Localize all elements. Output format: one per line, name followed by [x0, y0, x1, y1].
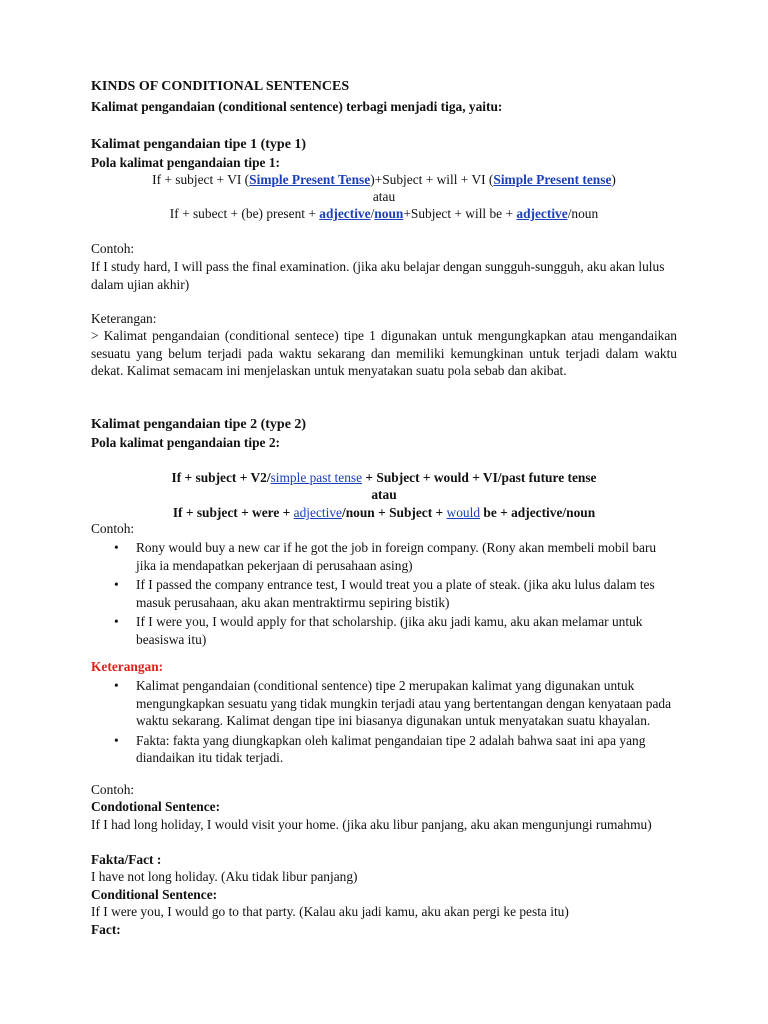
type2-heading: Kalimat pengandaian tipe 2 (type 2)	[91, 417, 307, 432]
link-adjective-3[interactable]: adjective	[293, 505, 342, 520]
list-item: • Rony would buy a new car if he got the job in foreign company. (Rony akan membeli mobil baru jika ia mendapatkan pekerjaan di perusahaan asing)	[91, 539, 677, 574]
formula-text: +Subject + will be +	[403, 206, 517, 221]
type2-formula-1	[91, 469, 677, 487]
type1-note-label: Keterangan:	[91, 311, 157, 326]
link-adjective-2[interactable]: adjective	[516, 206, 568, 221]
fact-label-2: Fact:	[91, 922, 121, 937]
conditional-sentence-1: If I had long holiday, I would visit your home. (jika aku libur panjang, aku akan mengunjungi rumahmu)	[91, 817, 652, 832]
type2-pattern-label: Pola kalimat pengandaian tipe 2:	[91, 435, 280, 450]
type1-atau: atau	[372, 189, 396, 204]
conditional-sentence-label-2: Conditional Sentence:	[91, 887, 218, 902]
type2-note-list	[91, 677, 677, 767]
formula-text: )	[611, 172, 616, 187]
conditional-sentence-2: If I were you, I would go to that party. (Kalau aku jadi kamu, aku akan pergi ke pesta itu)	[91, 904, 569, 919]
fact-label-1: Fakta/Fact :	[91, 852, 162, 867]
page-title: KINDS OF CONDITIONAL SENTENCES	[91, 79, 350, 94]
link-adjective[interactable]: adjective	[319, 206, 371, 221]
link-simple-present-tense[interactable]: Simple Present Tense	[249, 172, 371, 187]
formula-text: )+Subject + will + VI (	[370, 172, 494, 187]
intro-text: Kalimat pengandaian (conditional sentence) terbagi menjadi tiga, yaitu:	[91, 99, 503, 114]
formula-text: If + subject + VI (	[152, 172, 250, 187]
formula-text: If + subject + V2/	[171, 470, 271, 485]
list-item: • If I passed the company entrance test, I would treat you a plate of steak. (jika aku lulus dalam tes masuk perusahaan, aku akan mentraktirmu sepiring bistik)	[91, 576, 677, 611]
type1-note: > Kalimat pengandaian (conditional sentece) tipe 1 digunakan untuk mengungkapkan atau mengandaikan sesuatu yang belum terjadi pada waktu sekarang dan memiliki kemungkinan untuk terjadi dalam waktu dekat. Kalimat semacam ini menjelaskan untuk menyatakan suatu pola sebab dan akibat.	[91, 328, 677, 378]
type1-formula-2	[91, 205, 677, 223]
list-item: • Kalimat pengandaian (conditional sentence) tipe 2 merupakan kalimat yang digunakan untuk mengungkapkan sesuatu yang tidak mungkin terjadi atau yang bertentangan dengan kenyataan pada waktu sekarang. Kalimat dengan tipe ini biasanya digunakan untuk menyatakan suatu khayalan.	[91, 677, 677, 730]
type2-formula-2	[91, 504, 677, 522]
type2-atau: atau	[371, 487, 397, 502]
link-would[interactable]: would	[446, 505, 481, 520]
type1-example: If I study hard, I will pass the final examination. (jika aku belajar dengan sungguh-sungguh, aku akan lulus dalam ujian akhir)	[91, 259, 665, 292]
link-simple-present-tense-2[interactable]: Simple Present tense	[493, 172, 612, 187]
type2-example2-label: Contoh:	[91, 782, 135, 797]
list-item: • Fakta: fakta yang diungkapkan oleh kalimat pengandaian tipe 2 adalah bahwa saat ini apa yang diandaikan itu tidak terjadi.	[91, 732, 677, 767]
type1-heading: Kalimat pengandaian tipe 1 (type 1)	[91, 137, 307, 152]
formula-text: be + adjective/noun	[480, 505, 596, 520]
type1-pattern-label: Pola kalimat pengandaian tipe 1:	[91, 155, 280, 170]
conditional-sentence-label-1: Condotional Sentence:	[91, 799, 221, 814]
formula-text: /noun + Subject +	[341, 505, 447, 520]
type2-note-label: Keterangan:	[91, 659, 164, 674]
list-item: • If I were you, I would apply for that scholarship. (jika aku jadi kamu, aku akan melamar untuk beasiswa itu)	[91, 613, 677, 648]
link-noun[interactable]: noun	[374, 206, 404, 221]
type2-example-label: Contoh:	[91, 521, 135, 536]
formula-text: If + subect + (be) present +	[169, 206, 320, 221]
link-simple-past-tense[interactable]: simple past tense	[270, 470, 363, 485]
type1-formula-1	[91, 171, 677, 189]
type1-example-label: Contoh:	[91, 241, 135, 256]
formula-text: /	[370, 206, 375, 221]
fact-1: I have not long holiday. (Aku tidak libur panjang)	[91, 869, 358, 884]
formula-text: + Subject + would + VI/past future tense	[362, 470, 597, 485]
type2-example-list	[91, 539, 677, 648]
formula-text: If + subject + were +	[172, 505, 294, 520]
formula-text: /noun	[567, 206, 599, 221]
